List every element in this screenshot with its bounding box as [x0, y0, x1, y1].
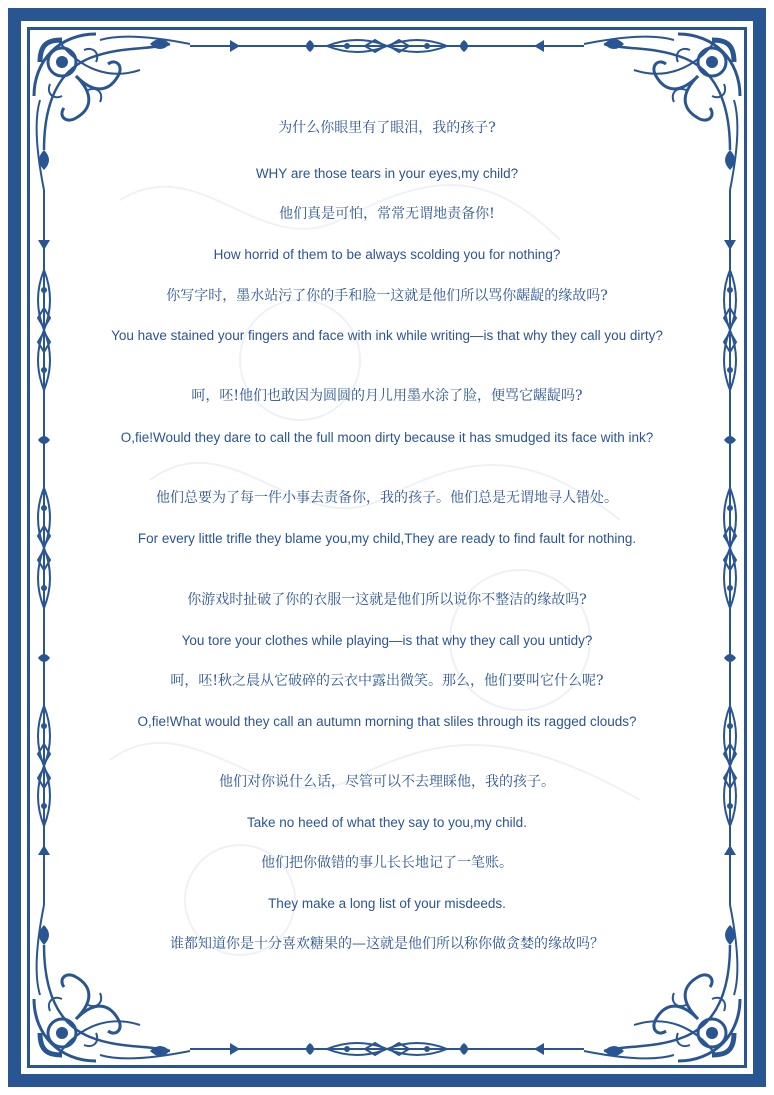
poem-line-chinese: 呵，呸!他们也敢因为圆圆的月儿用墨水涂了脸，便骂它龌龊吗?: [191, 388, 583, 404]
poem-line-english: WHY are those tears in your eyes,my child?: [255, 166, 519, 181]
poem-line-english: O,fie!Would they dare to call the full moon dirty because it has smudged its face with ink?: [120, 430, 654, 445]
corner-ornament-bottom-left: [34, 905, 190, 1061]
corner-ornament-bottom-right: [584, 905, 740, 1061]
poem-line-english: Take no heed of what they say to you,my child.: [247, 815, 527, 830]
poem-line-english: They make a long list of your misdeeds.: [268, 896, 506, 911]
poem-line-english: How horrid of them to be always scolding you for nothing?: [213, 247, 561, 262]
poem-line-english: For every little trifle they blame you,my child,They are ready to find fault for nothing.: [137, 531, 637, 546]
poem-line-chinese: 他们总要为了每一件小事去责备你，我的孩子。他们总是无谓地寻人错处。: [156, 490, 618, 506]
poem-line-chinese: 呵，呸!秋之晨从它破碎的云衣中露出微笑。那么，他们要叫它什么呢?: [170, 673, 604, 689]
poem-line-chinese: 谁都知道你是十分喜欢糖果的—这就是他们所以称你做贪婪的缘故吗？: [170, 936, 604, 952]
poem-line-chinese: 你写字时，墨水站污了你的手和脸一这就是他们所以骂你龌龊的缘故吗?: [166, 288, 608, 304]
poem-line-chinese: 他们真是可怕，常常无谓地责备你!: [279, 206, 495, 222]
poem-line-english: You tore your clothes while playing—is that why they call you untidy?: [181, 633, 593, 648]
poem-line-chinese: 他们把你做错的事儿长长地记了一笔账。: [261, 855, 513, 871]
poem-line-chinese: 他们对你说什么话，尽管可以不去理睬他，我的孩子。: [219, 774, 555, 790]
poem-line-english: O,fie!What would they call an autumn morning that sliles through its ragged clouds?: [137, 714, 637, 729]
poem-line-english: You have stained your fingers and face with ink while writing—is that why they call you dirty?: [111, 328, 663, 343]
poem-line-chinese: 为什么你眼里有了眼泪，我的孩子?: [278, 120, 496, 136]
poem-line-chinese: 你游戏时扯破了你的衣服一这就是他们所以说你不整洁的缘故吗?: [187, 592, 587, 608]
